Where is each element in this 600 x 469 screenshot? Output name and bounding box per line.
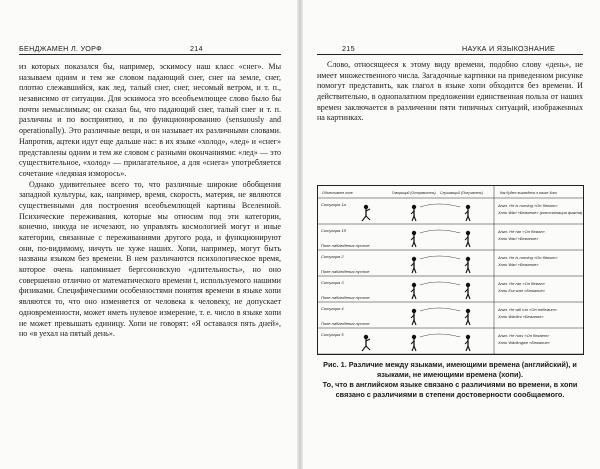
page-number-right: 215 [342,44,355,53]
english-gloss-3: Англ. He ran «Он бежал» [498,281,545,286]
hearer-0-leg-1 [466,216,468,221]
hearer-5-head [466,335,470,339]
hearer-1-head [466,231,470,235]
hopi-gloss-5: Хопи Warikngwe «Бежание» [498,340,551,345]
field-note-1: Поле наблюдения пустое [321,243,370,248]
speech-arrow-4 [420,308,460,311]
caption-body: То, что в английском языке связано с различиями во времени, в хопи связано с различиями в степени достоверности сообщаемого. [322,380,578,399]
hearer-2-head [466,257,470,261]
speaker-1-head [412,231,416,235]
col-header-hearer: Слушающий (Получатель) [440,191,483,195]
hearer-4-leg-1 [466,320,468,325]
left-paragraph-2: Однако удивительнее всего то, что различные широкие обобщения западной культуры, как, например, время, скорость, материя, не являются существенными для построения всеобъемлющей картины Вселенной. Психические переживания, которые мы относим под эти категории, конечно, никуда не исчезают, но управлять космологией могут и иные категории, связанные с переживаниями другого рода, и функционируют они, по-видимому, ничуть не хуже наших. Хопи, например, могут быть названы языком без времени. В нем различаются психологическое время, которое очень напоминает бергсоновскую «длительность», но оно совершенно отлично от математического времени t, используемого нашими физиками. Специфическими особенностями понятия времени в языке хопи являются то, что оно изменяется от человека к человеку, не допускает одновременности, может иметь нулевое измерение, т. е. число в языке хопи не может превышать единицу. Хопи не говорят: «Я оставался пять дней», но «я уехал на пятый день». [19,179,281,339]
english-gloss-5: Англ. He runs «Он бегает» [498,333,550,338]
runner-5-head [364,335,368,339]
caption-title: Рис. 1. Различие между языками, имеющими времена (английский), и языками, не имеющими времена (хопи). [323,360,577,379]
hearer-1-leg-2 [468,242,470,247]
right-body-text [317,60,583,124]
speech-arrow-5 [420,334,460,337]
speech-arrow-3 [420,282,460,285]
runner-0-head [364,205,368,209]
speaker-2-leg-2 [414,268,416,273]
hearer-3-head [466,283,470,287]
hearer-4-head [466,309,470,313]
english-gloss-4: Англ. He will run «Он побежит» [498,307,558,312]
header-rule-right [317,54,583,55]
runner-5-leg-1 [362,346,366,351]
hopi-gloss-4: Хопи Warikni «Бежание» [498,314,544,319]
header-rule-left [19,54,281,55]
hearer-2-leg-2 [468,268,470,273]
speaker-2-leg-1 [412,268,414,273]
speaker-1-leg-2 [414,242,416,247]
hearer-3-leg-1 [466,294,468,299]
col-header-hopi: Как будет выглядеть в языке Хопи [500,191,558,195]
figure-caption [317,360,583,400]
left-body-text [19,62,281,340]
hopi-gloss-0: Хопи Wari «Бежание» (констатация факта) [498,210,583,215]
situation-label-1: Ситуация 1б [321,228,346,233]
speaker-3-leg-2 [414,294,416,299]
speech-arrow-2 [420,256,460,259]
hearer-5-leg-1 [466,346,468,351]
hearer-5-leg-2 [468,346,470,351]
hearer-2-leg-1 [466,268,468,273]
speech-arrow-1 [420,230,460,233]
speaker-4-leg-1 [412,320,414,325]
hearer-0-head [466,205,470,209]
field-note-3: Поле наблюдения пустое [321,295,370,300]
speaker-1-leg-1 [412,242,414,247]
runner-0-leg-2 [366,216,370,220]
right-page [300,0,600,469]
speaker-5-leg-1 [412,346,414,351]
hearer-0-leg-2 [468,216,470,221]
hearer-1-leg-1 [466,242,468,247]
english-gloss-2: Англ. He is running «Он бежит» [498,255,558,260]
hearer-4-leg-2 [468,320,470,325]
page-number-left: 214 [190,44,203,53]
situation-label-0: Ситуация 1a [321,202,346,207]
speaker-5-head [412,335,416,339]
field-note-2: Поле наблюдения пустое [321,269,370,274]
situation-label-2: Ситуация 2 [321,254,344,259]
speaker-0-leg-1 [412,216,414,221]
right-paragraph: Слово, относящееся к этому виду времени, подобно слову «день», не имеет множественного числа. Загадочные картинки на приведенном рисунке помогут представить, как глагол в языке хопи обходится без времени. И действительно, в однопалатном предложении единственная польза от наших времен заключается в различении пяти типичных ситуаций, изображенных на картинках. [317,60,583,123]
situation-label-5: Ситуация 5 [321,332,344,337]
speaker-4-head [412,309,416,313]
english-gloss-0: Англ. He is running «Он бежит» [498,203,558,208]
hopi-gloss-1: Хопи Wari «Бежание» [498,236,539,241]
speaker-0-leg-2 [414,216,416,221]
col-header-field: Объективное поле [322,191,353,195]
running-head-left: БЕНДЖАМЕН Л. УОРФ [19,44,102,53]
running-head-right: НАУКА И ЯЗЫКОЗНАНИЕ [462,44,556,53]
figure-time-situations [317,185,584,355]
hopi-gloss-2: Хопи Wari «Бежание» [498,262,539,267]
hopi-gloss-3: Хопи Era wari «Бежание» [498,288,545,293]
field-note-4: Поле наблюдения пустое [321,321,370,326]
speaker-3-head [412,283,416,287]
situation-label-3: Ситуация 3 [321,280,344,285]
speaker-4-leg-2 [414,320,416,325]
hearer-3-leg-2 [468,294,470,299]
english-gloss-1: Англ. He ran «Он бежал» [498,229,545,234]
speaker-0-head [412,205,416,209]
runner-5-leg-2 [366,346,370,350]
runner-0-leg-1 [362,216,366,221]
left-paragraph-1: из которых показался бы, например, эскимосу наш класс «снег». Мы называем одним и тем же словом падающий снег, снег на земле, снег, плотно слежавшийся, как лед, талый снег, снег, несомый ветром, и т. п., независимо от ситуации. Для эскимоса это всеобъемлющее слово было бы почти немыслимым; он сказал бы, что падающий снег, талый снег и т. п. различны и по восприятию, и по функционированию (sensuously and operationally). Это различные вещи, и он называет их различными словами. Напротив, ацтеки идут еще дальше нас: в их языке «холод», «лед» и «снег» представлены одним и тем же словом с разными окончаниями: «лед» — это существительное, «холод» — прилагательное, а для «снега» употребляется сочетание «ледяная изморось». [19,62,281,178]
situation-label-4: Ситуация 4 [321,306,344,311]
speaker-3-leg-1 [412,294,414,299]
speech-arrow-0 [420,204,460,207]
speaker-2-head [412,257,416,261]
figure-drawing [318,186,583,354]
col-header-speaker: Говорящий (Отправитель) [392,191,436,195]
speaker-5-leg-2 [414,346,416,351]
